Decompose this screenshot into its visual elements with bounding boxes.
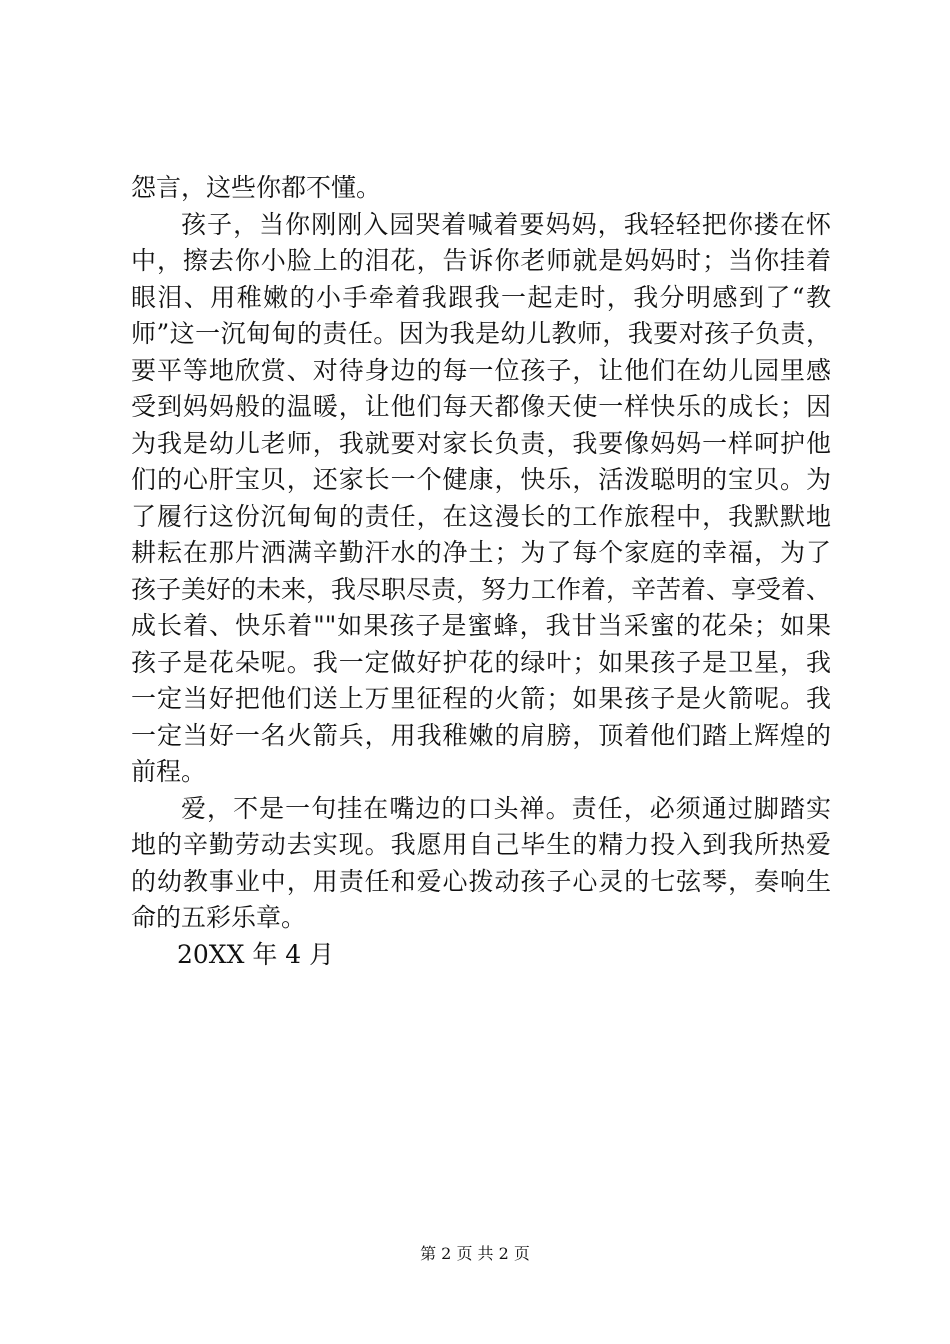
text-line: 成长着、快乐着""如果孩子是蜜蜂，我甘当采蜜的花朵；如果: [131, 611, 831, 640]
text-line: 地的辛勤劳动去实现。我愿用自己毕生的精力投入到我所热爱: [131, 830, 831, 859]
text-line: 眼泪、用稚嫩的小手牵着我跟我一起走时，我分明感到了“教: [131, 282, 831, 312]
text-line: 孩子是花朵呢。我一定做好护花的绿叶；如果孩子是卫星，我: [131, 647, 831, 677]
body-text: [131, 170, 831, 973]
text-line: 怨言，这些你都不懂。: [131, 173, 382, 202]
text-line: 为我是幼儿老师，我就要对家长负责，我要像妈妈一样呵护他: [131, 428, 831, 458]
text-line: 的幼教事业中，用责任和爱心拨动孩子心灵的七弦琴，奏响生: [131, 866, 831, 896]
text-line: 要平等地欣赏、对待身边的每一位孩子，让他们在幼儿园里感: [131, 355, 831, 385]
text-line: 师”这一沉甸甸的责任。因为我是幼儿教师，我要对孩子负责，: [131, 319, 831, 348]
text-line: 们的心肝宝贝，还家长一个健康，快乐，活泼聪明的宝贝。为: [131, 465, 831, 494]
text-line: 命的五彩乐章。: [131, 903, 307, 932]
text-line: 孩子美好的未来，我尽职尽责，努力工作着，辛苦着、享受着、: [131, 574, 832, 604]
page-footer: 第 2 页 共 2 页: [420, 1244, 530, 1263]
text-line: 一定当好把他们送上万里征程的火箭；如果孩子是火箭呢。我: [131, 684, 831, 713]
text-line: 爱，不是一句挂在嘴边的口头禅。责任，必须通过脚踏实: [181, 793, 831, 823]
text-line: 中，擦去你小脸上的泪花，告诉你老师就是妈妈时；当你挂着: [131, 246, 831, 275]
text-line: 耕耘在那片洒满辛勤汗水的净土；为了每个家庭的幸福，为了: [131, 538, 831, 567]
text-line: 了履行这份沉甸甸的责任，在这漫长的工作旅程中，我默默地: [131, 501, 831, 531]
text-line: 受到妈妈般的温暖，让他们每天都像天使一样快乐的成长；因: [131, 392, 831, 421]
document-date: 20XX 年 4 月: [177, 939, 335, 969]
text-line: 一定当好一名火箭兵，用我稚嫩的肩膀，顶着他们踏上辉煌的: [131, 720, 831, 750]
text-line: 孩子，当你刚刚入园哭着喊着要妈妈，我轻轻把你搂在怀: [181, 209, 831, 239]
text-line: 前程。: [131, 757, 207, 786]
